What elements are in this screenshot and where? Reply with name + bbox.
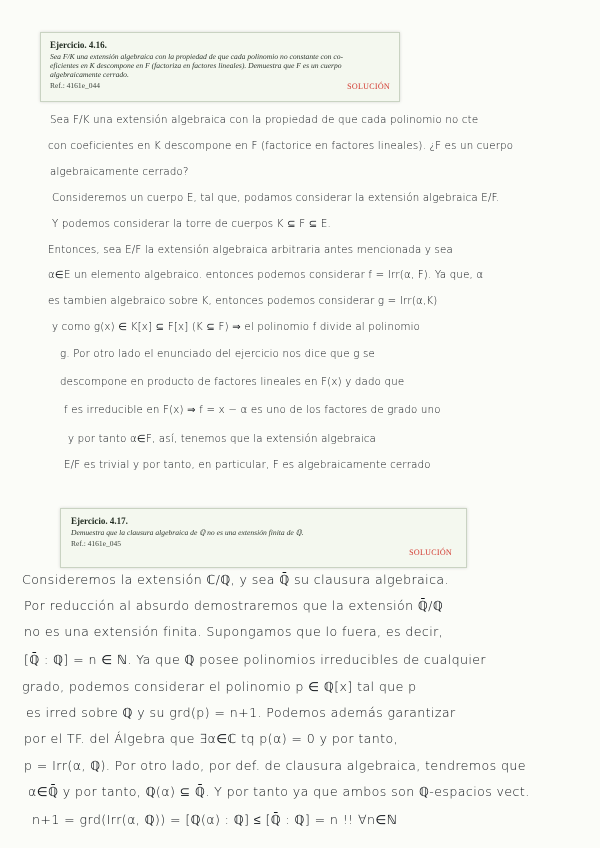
solution-line: p = Irr(α, ℚ). Por otro lado, por def. de clausura algebraica, tendremos que (24, 758, 526, 773)
exercise-card-4-17 (60, 508, 467, 568)
solution-line: no es una extensión finita. Supongamos que lo fuera, es decir, (24, 624, 444, 639)
solution-link[interactable]: SOLUCIÓN (409, 548, 452, 557)
statement-line: Sea F/K una extensión algebraica con la propiedad de que cada polinomio no constante con co- (50, 52, 344, 61)
exercise-ref: Ref.: 4161e_044 (50, 81, 100, 90)
solution-link[interactable]: SOLUCIÓN (347, 82, 390, 91)
solution-line: Consideremos un cuerpo E, tal que, podamos considerar la extensión algebraica E/F. (52, 193, 500, 204)
solution-line: α∈ℚ̄ y por tanto, ℚ(α) ⊆ ℚ̄. Y por tanto ya que ambos son ℚ-espacios vect. (28, 784, 530, 799)
solution-line: grado, podemos considerar el polinomio p ∈ ℚ[x] tal que p (22, 679, 417, 694)
exercise-title: Ejercicio. 4.17. (71, 516, 128, 526)
solution-line: n+1 = grd(Irr(α, ℚ)) = [ℚ(α) : ℚ] ≤ [ℚ̄ : ℚ] = n !! ∀n∈ℕ (32, 812, 398, 827)
exercise-card-4-16 (40, 32, 400, 102)
solution-line: Sea F/K una extensión algebraica con la propiedad de que cada polinomio no cte (50, 115, 479, 126)
exercise-statement (50, 52, 389, 79)
statement-line: Demuestra que la clausura algebraica de ℚ no es una extensión finita de ℚ. (71, 528, 304, 537)
solution-line: Entonces, sea E/F la extensión algebraica arbitraria antes mencionada y sea (48, 245, 453, 256)
solution-line: f es irreducible en F(x) ⇒ f = x − α es uno de los factores de grado uno (64, 405, 441, 416)
solution-line: descompone en producto de factores lineales en F(x) y dado que (60, 377, 405, 388)
solution-line: Por reducción al absurdo demostraremos que la extensión ℚ̄/ℚ (24, 598, 444, 613)
solution-line: es tambien algebraico sobre K, entonces podemos considerar g = Irr(α,K) (48, 296, 438, 307)
exercise-ref: Ref.: 4161e_045 (71, 539, 121, 548)
solution-line: g. Por otro lado el enunciado del ejercicio nos dice que g se (60, 349, 375, 360)
solution-line: Consideremos la extensión ℂ/ℚ, y sea ℚ̄ su clausura algebraica. (22, 572, 449, 587)
solution-line: E/F es trivial y por tanto, en particular, F es algebraicamente cerrado (64, 460, 431, 471)
solution-line: Y podemos considerar la torre de cuerpos K ⊆ F ⊆ E. (52, 219, 331, 230)
statement-line: eficientes en K descompone en F (factoriza en factores lineales). Demuestra que F es un cuerpo (50, 61, 342, 70)
solution-line: α∈E un elemento algebraico. entonces podemos considerar f = Irr(α, F). Ya que, α (48, 270, 484, 281)
statement-line: algebraicamente cerrado. (50, 70, 129, 79)
solution-line: y como g(x) ∈ K[x] ⊆ F[x] (K ⊆ F) ⇒ el polinomio f divide al polinomio (52, 322, 421, 333)
solution-line: y por tanto α∈F, así, tenemos que la extensión algebraica (68, 434, 377, 445)
exercise-statement (71, 528, 456, 537)
solution-line: algebraicamente cerrado? (50, 167, 189, 178)
solution-line: con coeficientes en K descompone en F (factorice en factores lineales). ¿F es un cuerpo (48, 141, 514, 152)
solution-line: por el TF. del Álgebra que ∃α∈ℂ tq p(α) = 0 y por tanto, (24, 731, 399, 746)
exercise-title: Ejercicio. 4.16. (50, 40, 107, 50)
solution-line: [ℚ̄ : ℚ] = n ∈ ℕ. Ya que ℚ posee polinomios irreducibles de cualquier (24, 652, 487, 667)
solution-line: es irred sobre ℚ y su grd(p) = n+1. Podemos además garantizar (26, 705, 456, 720)
